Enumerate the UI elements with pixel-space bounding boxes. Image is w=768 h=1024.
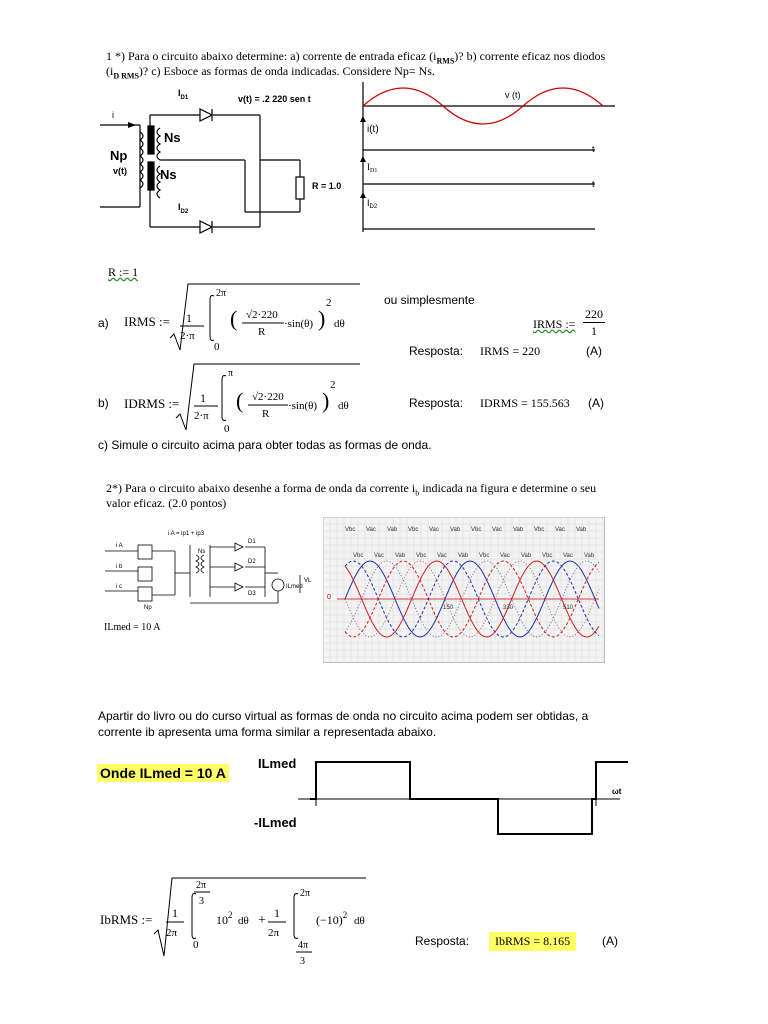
ibrms-l2-num: 4π (298, 940, 309, 951)
q1-wave-it-label: i(t) (367, 124, 379, 135)
q1-ns-bottom-label: Ns (160, 167, 177, 182)
plot-x-tick: 510 (563, 605, 574, 611)
plot-top-tick: Vbc (534, 527, 545, 533)
plot-top-tick: Vac (429, 527, 439, 533)
q1-id2-label: $I_{D2}$ (178, 202, 189, 215)
resp-value-a: IRMS = 220 (480, 344, 541, 358)
part-a-inner-den: R (258, 326, 266, 338)
q2-waveform-plot (323, 517, 605, 663)
q1-line2-tail: )? c) Esboce as formas de onda indicadas. Considere Np= Ns. (138, 64, 435, 78)
q1-r-label: R = 1.0 (312, 181, 342, 191)
plot-mid-tick: Vab (458, 553, 469, 559)
plot-top-tick: Vac (366, 527, 376, 533)
part-a-frac-den: 2·π (180, 330, 195, 342)
ibrms-resp-label: Resposta: (415, 934, 470, 948)
ibrms-u1-den: 3 (199, 896, 204, 907)
q1-np-label: Np (110, 148, 128, 163)
ib-square-wave (250, 752, 630, 842)
q1-statement-2 (106, 64, 666, 80)
part-a-lower: 0 (214, 341, 220, 353)
ibrms-l1: 0 (193, 939, 199, 951)
q1-ns-top-label: Ns (164, 130, 181, 145)
plot-mid-tick: Vab (395, 553, 406, 559)
q2-ib-label: i b (116, 564, 123, 570)
part-a-formula (120, 282, 360, 354)
ibrms-f2-den: 2π (268, 927, 280, 939)
resp-unit-b: (A) (588, 396, 604, 410)
q2-ic-label: i c (116, 584, 122, 590)
ib-wave-bottom-label: -ILmed (254, 815, 297, 830)
r-definition: R := 1 (108, 265, 139, 279)
svg-text:): ) (322, 388, 330, 413)
plot-top-tick: Vab (450, 527, 461, 533)
ibrms-u2: 2π (300, 888, 311, 899)
q1-circuit-diagram (100, 82, 350, 242)
alt-irms-num: 220 (585, 307, 603, 321)
q2-il-label: ILmed (286, 584, 303, 590)
ibrms-f2-num: 1 (274, 906, 280, 920)
part-b-var: IDRMS := (124, 396, 180, 411)
part-b-lower: 0 (224, 423, 230, 435)
ibrms-var: IbRMS := (100, 912, 153, 927)
ibrms-formula (96, 872, 396, 972)
plot-mid-tick: Vbc (479, 553, 490, 559)
alt-irms-var: IRMS := (533, 317, 576, 331)
plot-top-tick: Vac (492, 527, 502, 533)
q1-vt-label: v(t) (113, 166, 127, 176)
q1-line2-open: (i (106, 64, 114, 78)
onde-ilmed-highlight: Onde ILmed = 10 A (97, 764, 229, 782)
part-a-label: a) (98, 316, 109, 330)
ibrms-dtheta2: dθ (354, 915, 365, 927)
part-c-text: c) Simule o circuito acima para obter todas as formas de onda. (98, 438, 432, 452)
q1-waveform-axes (355, 82, 615, 242)
plot-mid-tick: Vab (584, 553, 595, 559)
plot-mid-tick: Vac (500, 553, 510, 559)
part-b-dtheta: dθ (338, 400, 349, 412)
q2-ia-label: i A (116, 543, 123, 549)
part-b-frac-num: 1 (200, 391, 206, 405)
q2-eq-label: i A = ip1 + ip3 (168, 531, 205, 537)
plot-mid-tick: Vab (521, 553, 532, 559)
part-a-power: 2 (326, 297, 332, 309)
svg-text:(: ( (230, 306, 238, 331)
ibrms-plus: + (258, 913, 266, 928)
plot-mid-tick: Vbc (542, 553, 553, 559)
plot-top-tick: Vac (555, 527, 565, 533)
alt-irms-den: 1 (591, 324, 597, 338)
ibrms-term2: $(-10)^2$ (316, 910, 348, 927)
q2-line1-tail: indicada na figura e determine o seu (419, 481, 597, 495)
q2-circuit-diagram (100, 525, 325, 620)
part-b-sin: ·sin(θ) (288, 400, 318, 412)
q1-wave-t2-label: t (592, 179, 595, 189)
part-a-inner-num: √2·220 (246, 309, 278, 321)
resp-unit-a: (A) (586, 344, 602, 358)
q2-d2-label: D2 (248, 559, 256, 565)
q2-d3-label: D3 (248, 591, 256, 597)
q1-wave-t1-label: t (592, 144, 595, 154)
plot-mid-tick: Vac (437, 553, 447, 559)
ibrms-u1-num: 2π (196, 880, 207, 891)
q1-id1-label: $I_{D1}$ (178, 88, 189, 101)
q1-statement (106, 49, 666, 65)
ibrms-f1-num: 1 (172, 906, 178, 920)
q2-desc-line1: Apartir do livro ou do curso virtual as formas de onda no circuito acima podem ser obtidas, a (98, 709, 589, 723)
part-a-sin: ·sin(θ) (284, 318, 314, 330)
q2-line1-sub: b (415, 488, 420, 498)
q1-line1-sub: RMS (436, 56, 455, 66)
q2-np-label: Np (144, 605, 152, 611)
plot-top-tick: Vbc (471, 527, 482, 533)
ibrms-l2-den: 3 (300, 956, 305, 967)
plot-top-tick: Vab (576, 527, 587, 533)
plot-top-tick: Vab (513, 527, 524, 533)
ou-simplesmente: ou simplesmente (384, 293, 475, 307)
q1-line1: 1 *) Para o circuito abaixo determine: a) corrente de entrada eficaz (i (106, 49, 437, 63)
part-b-formula (120, 362, 360, 436)
q2-ns-label: Ns (198, 549, 206, 555)
plot-x-tick: 150 (443, 605, 454, 611)
ib-wave-top-label: ILmed (258, 756, 297, 771)
q1-source-equation: v(t) = .2 220 sen t (238, 94, 311, 104)
part-a-upper: 2π (216, 288, 227, 299)
plot-mid-tick: Vbc (353, 553, 364, 559)
ibrms-resp-unit: (A) (602, 934, 618, 948)
part-a-var: IRMS := (124, 314, 170, 329)
plot-mid-tick: Vac (563, 553, 573, 559)
plot-top-tick: Vbc (345, 527, 356, 533)
part-b-label: b) (98, 396, 109, 410)
q2-line2: valor eficaz. (2.0 pontos) (106, 496, 227, 510)
part-b-inner-num: √2·220 (252, 391, 284, 403)
ibrms-dtheta1: dθ (238, 915, 249, 927)
q2-plot-zero: 0 (327, 594, 331, 601)
plot-x-tick: 330 (503, 605, 514, 611)
q1-i-label: i (112, 110, 114, 120)
q2-vl-label: VL (304, 578, 312, 584)
part-b-power: 2 (330, 379, 336, 391)
q1-line1-tail: )? b) corrente eficaz nos diodos (454, 49, 606, 63)
q2-ilmed-note: ILmed = 10 A (104, 622, 161, 633)
q2-line1: 2*) Para o circuito abaixo desenhe a forma de onda da corrente i (106, 481, 416, 495)
part-a-dtheta: dθ (334, 318, 345, 330)
part-a-frac-num: 1 (186, 311, 192, 325)
svg-text:): ) (318, 306, 326, 331)
resp-value-b: IDRMS = 155.563 (480, 396, 570, 410)
q2-desc-line2: corrente ib apresenta uma forma similar a representada abaixo. (98, 725, 437, 739)
part-b-frac-den: 2·π (194, 410, 209, 422)
resp-label-b: Resposta: (409, 396, 464, 410)
q1-line2-sub: D RMS (113, 71, 139, 81)
q1-wave-vt-label: v (t) (505, 90, 521, 100)
q1-wave-id1-label: $I_{D1}$ (367, 162, 378, 174)
plot-top-tick: Vab (387, 527, 398, 533)
q2-statement (106, 481, 626, 497)
ib-wave-axis-label: ωt (612, 787, 622, 796)
plot-mid-tick: Vbc (416, 553, 427, 559)
ibrms-term1: $10^2$ (216, 910, 233, 927)
part-b-upper: π (228, 368, 234, 379)
ibrms-resp-value: IbRMS = 8.165 (489, 932, 576, 951)
part-b-inner-den: R (262, 408, 270, 420)
svg-text:(: ( (236, 388, 244, 413)
resp-label-a: Resposta: (409, 344, 464, 358)
q1-wave-id2-label: $I_{D2}$ (367, 198, 378, 210)
plot-top-tick: Vbc (408, 527, 419, 533)
ibrms-f1-den: 2π (166, 927, 178, 939)
q2-d1-label: D1 (248, 539, 256, 545)
plot-mid-tick: Vac (374, 553, 384, 559)
